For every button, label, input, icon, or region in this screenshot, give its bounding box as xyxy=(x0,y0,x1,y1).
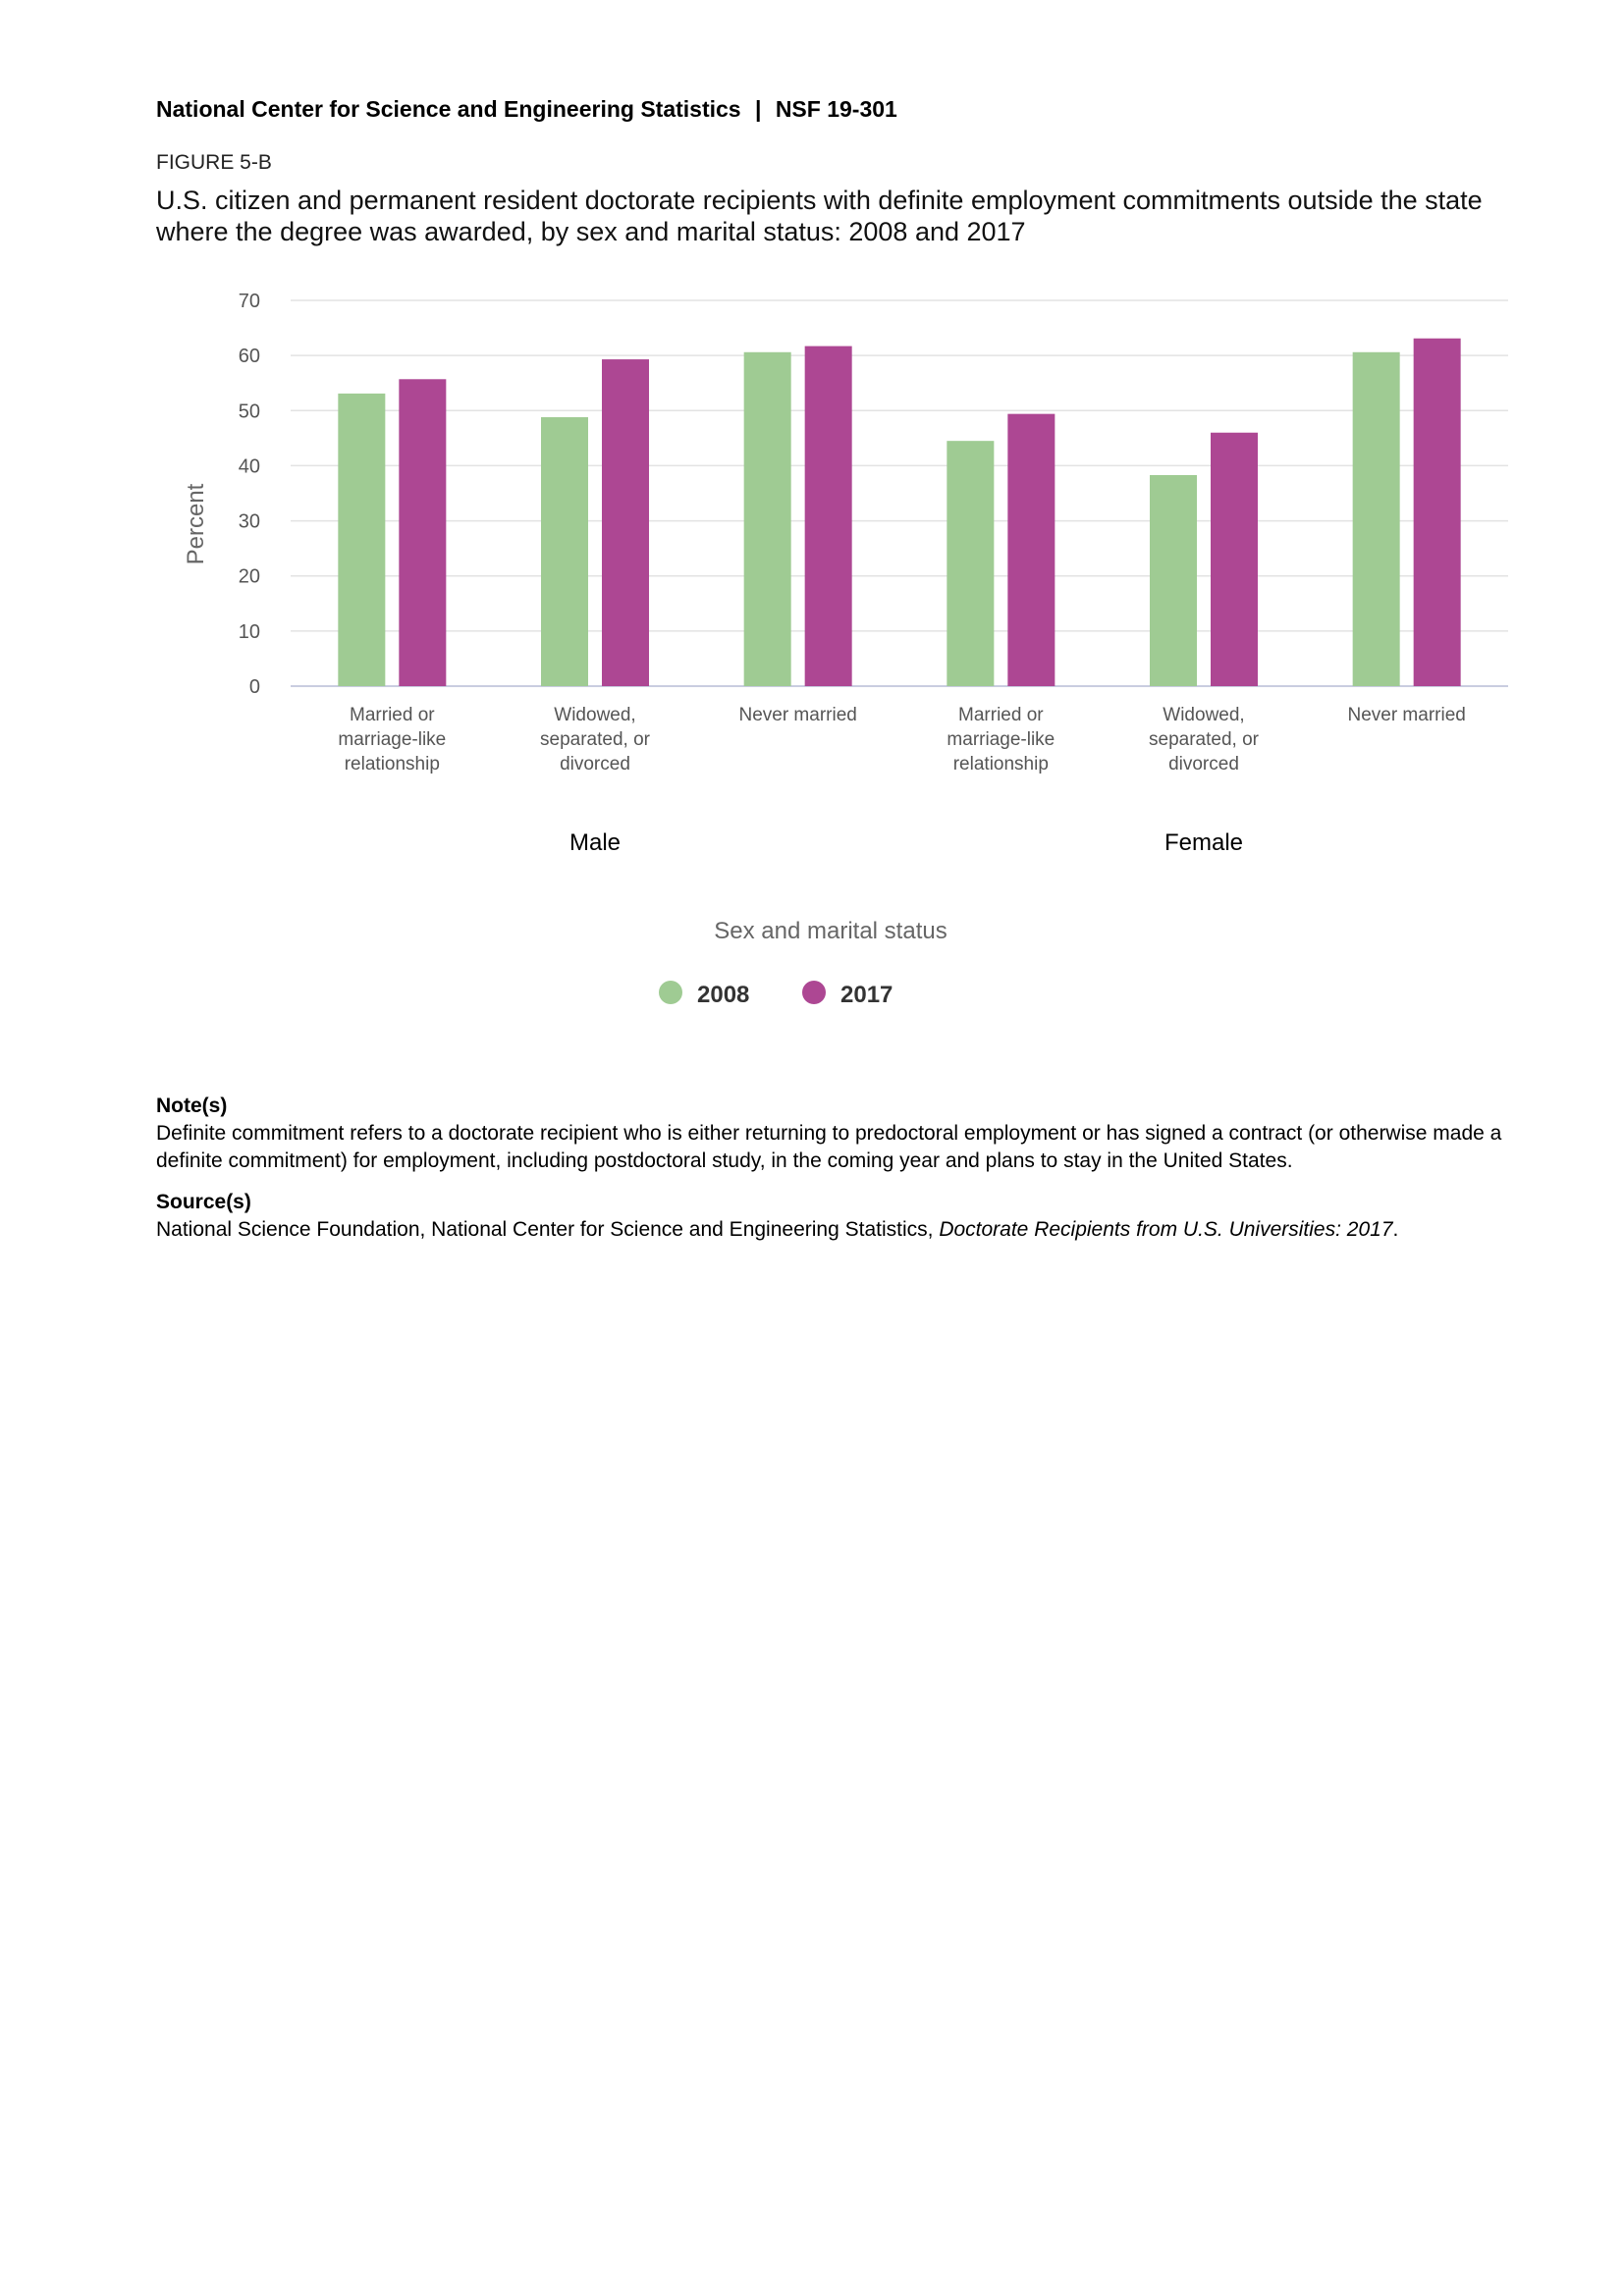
bar-2017 xyxy=(1414,339,1461,686)
y-tick-label: 20 xyxy=(238,565,260,588)
category-label: Never married xyxy=(738,705,857,725)
category-label: marriage-like xyxy=(338,729,447,750)
category-label: relationship xyxy=(952,754,1049,774)
org-name: National Center for Science and Engineering Statistics xyxy=(156,96,741,122)
source-title: Doctorate Recipients from U.S. Universities: 2017 xyxy=(939,1218,1393,1241)
legend-label-2008: 2008 xyxy=(697,982,750,1008)
source-line xyxy=(156,1216,1511,1244)
y-tick-label: 50 xyxy=(238,400,260,423)
bar-2008 xyxy=(541,417,588,686)
note-heading: Note(s) xyxy=(156,1095,228,1117)
bar-2008 xyxy=(744,352,791,686)
note-text: Definite commitment refers to a doctorate recipient who is either returning to predoctoral employment or has signed a contract (or otherwise made a definite commitment) for employment, including postdoctoral study, in the coming year and plans to stay in the United States. xyxy=(156,1122,1502,1172)
bar-2017 xyxy=(1211,433,1258,686)
y-tick-label: 60 xyxy=(238,346,260,368)
category-label: Widowed, xyxy=(1163,705,1245,725)
category-label: relationship xyxy=(344,754,440,774)
notes-section xyxy=(156,1093,1511,1244)
report-number: NSF 19-301 xyxy=(775,96,897,122)
bar-2017 xyxy=(805,347,852,686)
y-axis-title: Percent xyxy=(183,483,209,565)
bar-2008 xyxy=(1353,352,1400,686)
legend-swatch-2017 xyxy=(802,981,826,1004)
category-label: Never married xyxy=(1347,705,1466,725)
bar-2008 xyxy=(1150,475,1197,686)
category-label: Married or xyxy=(350,705,435,725)
legend-label-2017: 2017 xyxy=(840,982,893,1008)
category-label: Widowed, xyxy=(554,705,636,725)
y-tick-label: 30 xyxy=(238,510,260,533)
category-label: Married or xyxy=(958,705,1044,725)
group-label: Male xyxy=(568,829,622,856)
y-tick-label: 70 xyxy=(238,291,260,312)
bar-2017 xyxy=(1007,414,1055,686)
header-separator: | xyxy=(754,96,762,122)
y-tick-label: 0 xyxy=(248,676,260,698)
bar-chart xyxy=(0,0,1624,1041)
category-label: divorced xyxy=(560,754,630,774)
category-label: divorced xyxy=(1168,754,1239,774)
y-tick-label: 40 xyxy=(238,455,260,478)
figure-title: U.S. citizen and permanent resident doctorate recipients with definite employment commitments outside the state where the degree was awarded, by sex and marital status: 2008 and 2017 xyxy=(156,186,1483,246)
x-axis-title: Sex and marital status xyxy=(714,918,947,944)
bar-2008 xyxy=(947,441,994,686)
category-label: separated, or xyxy=(540,729,650,750)
bar-2008 xyxy=(338,394,385,686)
y-tick-label: 10 xyxy=(238,620,260,643)
source-text: National Science Foundation, National Center for Science and Engineering Statistics, xyxy=(156,1218,934,1241)
bar-2017 xyxy=(399,379,446,686)
group-label: Female xyxy=(1164,829,1244,856)
category-label: marriage-like xyxy=(947,729,1056,750)
source-end: . xyxy=(1392,1218,1399,1241)
figure-label: FIGURE 5-B xyxy=(156,151,272,174)
legend-swatch-2008 xyxy=(659,981,682,1004)
source-heading: Source(s) xyxy=(156,1191,251,1213)
category-label: separated, or xyxy=(1149,729,1259,750)
bar-2017 xyxy=(602,359,649,686)
